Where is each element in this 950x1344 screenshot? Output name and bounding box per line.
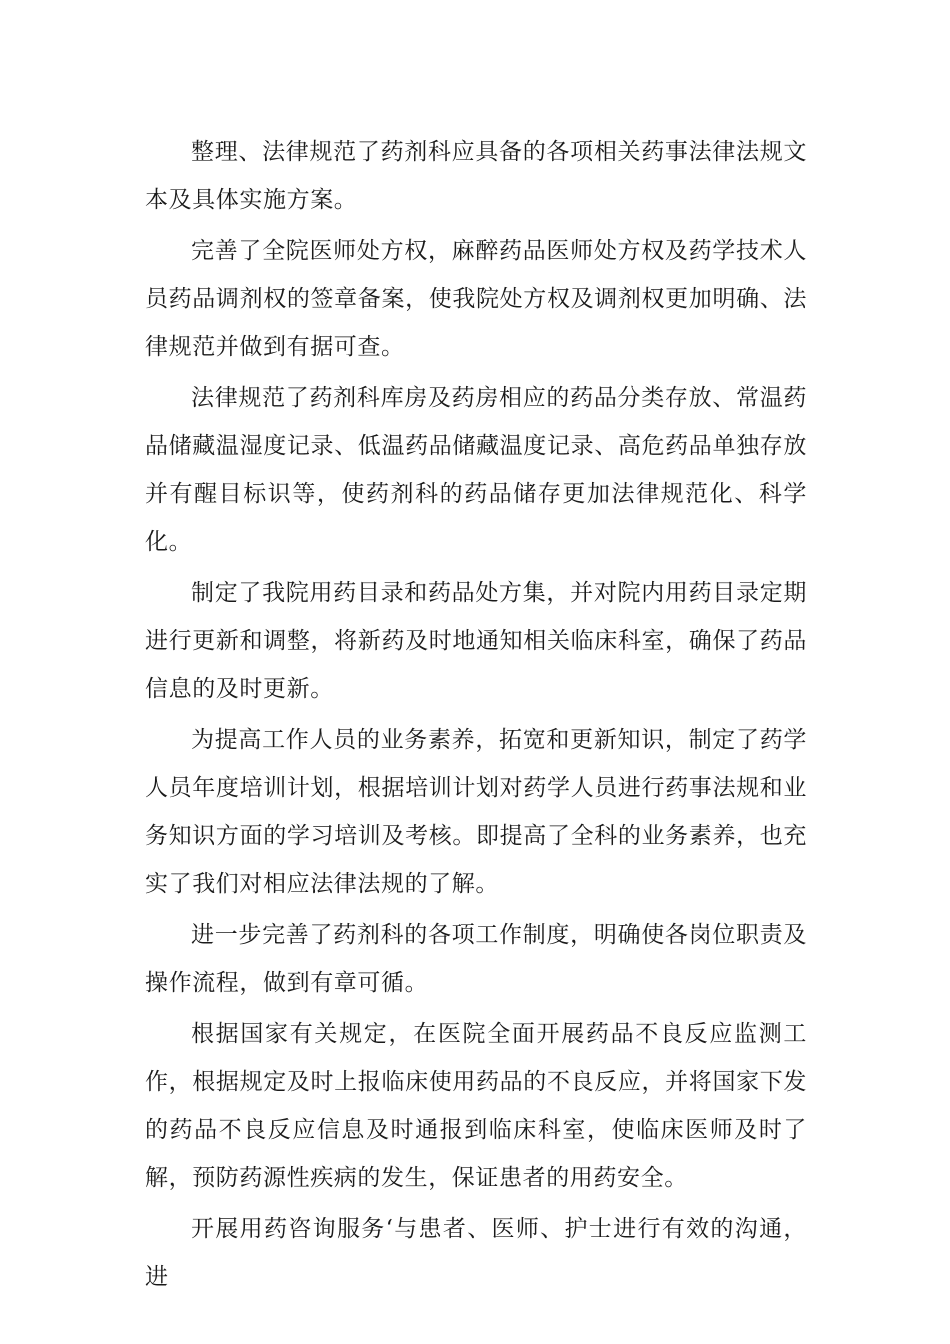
paragraph-1: 整理、法律规范了药剂科应具备的各项相关药事法律法规文本及具体实施方案。 (145, 139, 807, 213)
paragraph-5: 为提高工作人员的业务素养，拓宽和更新知识，制定了药学人员年度培训计划，根据培训计划对药学人员进行药事法规和业务知识方面的学习培训及考核。即提高了全科的业务素养，也充实了我们对相应法律法规的了解。 (145, 727, 807, 897)
paragraph-8: 开展用药咨询服务‘与患者、医师、护士进行有效的沟通，进 (145, 1216, 807, 1290)
paragraph-3: 法律规范了药剂科库房及药房相应的药品分类存放、常温药品储藏温湿度记录、低温药品储藏温度记录、高危药品单独存放并有醒目标识等，使药剂科的药品储存更加法律规范化、科学化。 (145, 385, 807, 555)
paragraph-7: 根据国家有关规定，在医院全面开展药品不良反应监测工作，根据规定及时上报临床使用药品的不良反应，并将国家下发的药品不良反应信息及时通报到临床科室，使临床医师及时了解，预防药源性疾病的发生，保证患者的用药安全。 (145, 1021, 807, 1191)
paragraph-4: 制定了我院用药目录和药品处方集，并对院内用药目录定期进行更新和调整，将新药及时地通知相关临床科室，确保了药品信息的及时更新。 (145, 580, 807, 702)
paragraph-2: 完善了全院医师处方权，麻醉药品医师处方权及药学技术人员药品调剂权的签章备案，使我院处方权及调剂权更加明确、法律规范并做到有据可查。 (145, 238, 807, 360)
document-body (145, 128, 807, 1304)
paragraph-6: 进一步完善了药剂科的各项工作制度，明确使各岗位职责及操作流程，做到有章可循。 (145, 922, 807, 996)
